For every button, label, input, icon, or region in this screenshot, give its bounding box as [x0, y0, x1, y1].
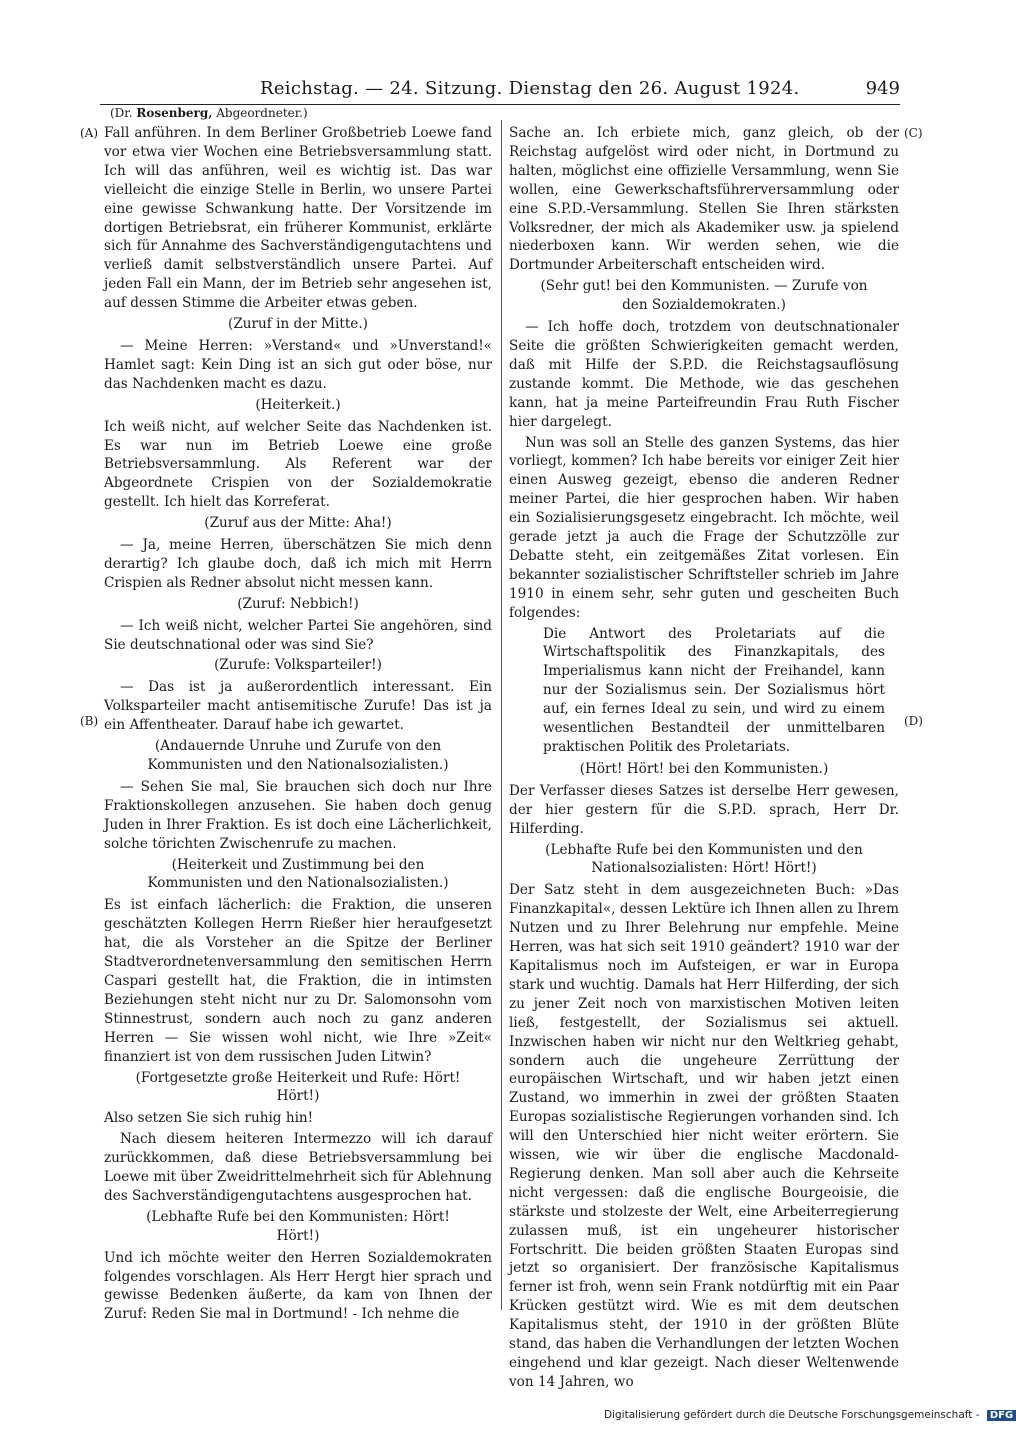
interjection: (Zuruf: Nebbich!) — [237, 595, 359, 612]
paragraph: — Ich weiß nicht, welcher Partei Sie angehören, sind Sie deutschnational oder was sind Sie? — [104, 617, 492, 653]
interjection: (Zurufe: Volksparteiler!) — [214, 657, 382, 674]
interjection: (Andauernde Unruhe und Zurufe von den Kommunisten und den Nationalsozialisten.) — [147, 738, 449, 773]
speaker-role: Abgeordneter.) — [216, 106, 308, 120]
interjection: (Heiterkeit und Zustimmung bei den Kommunisten und den Nationalsozialisten.) — [147, 856, 449, 892]
interjection: (Zuruf in der Mitte.) — [228, 316, 368, 333]
interjection: (Heiterkeit.) — [255, 396, 341, 413]
margin-marker-a: (A) — [80, 126, 99, 140]
paragraph: — Sehen Sie mal, Sie brauchen sich doch nur Ihre Fraktionskollegen anzusehen. Sie haben doch genug Juden in Ihrer Fraktion. Es ist doch eine Lächerlichkeit, solche törichten Zwischenrufe zu machen. — [104, 778, 492, 852]
paragraph: — Ich hoffe doch, trotzdem von deutschnationaler Seite die größten Schwierigkeiten gemacht werden, daß mit Hilfe der S.P.D. die Reichstagsauflösung zustande kommt. Die Methode, wie das geschehen kann, hat ja meine Parteifreundin Frau Ruth Fischer hier dargelegt. — [509, 319, 899, 430]
footer — [604, 1409, 1016, 1421]
speaker-name: Rosenberg, — [136, 106, 213, 120]
speaker-prefix: (Dr. — [110, 106, 133, 120]
paragraph: Sache an. Ich erbiete mich, ganz gleich, ob der Reichstag aufgelöst wird oder nicht, in Dortmund zu halten, möglichst eine offizielle Versammlung, wenn Sie wollen, eine Gewerkschaftsführerversammlung oder eine S.P.D.-Versammlung. Stellen Sie Ihren stärksten Volksredner, der mich als Akademiker usw. ja spielend niederboxen kann. Wir werden sehen, wie die Dortmunder Arbeiterschaft entscheiden wird. — [509, 125, 899, 274]
interjection: (Zuruf aus der Mitte: Aha!) — [204, 515, 392, 532]
interjection: (Sehr gut! bei den Kommunisten. — Zurufe von den Sozialdemokraten.) — [540, 278, 868, 314]
paragraph: Und ich möchte weiter den Herren Sozialdemokraten folgendes vorschlagen. Als Herr Hergt hier sprach und gewisse Bedenken äußerte, da kam von Ihnen der Zuruf: Reden Sie mal in Dortmund! - Ich nehme die — [104, 1249, 492, 1323]
margin-marker-d: (D) — [904, 714, 923, 728]
interjection: (Lebhafte Rufe bei den Kommunisten und den Nationalsozialisten: Hört! Hört!) — [545, 841, 863, 877]
interjection: (Lebhafte Rufe bei den Kommunisten: Hört! Hört!) — [146, 1208, 450, 1244]
interjection: (Hört! Hört! bei den Kommunisten.) — [579, 760, 829, 777]
paragraph: Fall anführen. In dem Berliner Großbetrieb Loewe fand vor etwa vier Wochen eine Betriebsversammlung statt. Ich will das anführen, weil es wichtig ist. Das war vielleicht die einzige Stelle in Berlin, wo unsere Partei eine gewisse Schwankung hatte. Der Vorsitzende im dortigen Betriebsrat, ein früherer Kommunist, erklärte sich für Annahme des Sachverständigengutachtens und verließ damit selbstverständlich unsere Partei. Auf jeden Fall ein Mann, der im Betrieb sehr angesehen ist, auf dessen Stimme die Arbeiter etwas geben. — [104, 125, 492, 312]
block-quote: Die Antwort des Proletariats auf die Wirtschaftspolitik des Finanzkapitals, des Imperialismus kann nicht der Freihandel, kann nur der Sozialismus sein. Der Sozialismus hört auf, ein fernes Ideal zu sein, und wird zu einem wesentlichen Bestandteil der unmittelbaren praktischen Politik des Proletariats. — [543, 625, 885, 755]
interjection: (Fortgesetzte große Heiterkeit und Rufe: Hört! Hört!) — [135, 1069, 461, 1105]
paragraph: Nach diesem heiteren Intermezzo will ich darauf zurückkommen, daß diese Betriebsversammlung bei Loewe mit über Zweidrittelmehrheit sich für Ablehnung des Sachverständigengutachtens ausgesprochen hat. — [104, 1131, 492, 1204]
margin-marker-b: (B) — [80, 714, 99, 728]
column-separator — [501, 120, 502, 1310]
paragraph: — Meine Herren: »Verstand« und »Unverstand!« Hamlet sagt: Kein Ding ist an sich gut oder böse, nur das Nachdenken macht es dazu. — [104, 337, 492, 392]
paragraph: Ich weiß nicht, auf welcher Seite das Nachdenken ist. Es war nun im Betrieb Loewe eine große Betriebsversammlung. Als Referent war der Abgeordnete Crispien von der Sozialdemokratie gestellt. Ich hielt das Korreferat. — [104, 418, 492, 511]
paragraph: — Ja, meine Herren, überschätzen Sie mich denn derartig? Ich glaube doch, daß ich mich mit Herrn Crispien als Redner absolut nicht messen kann. — [104, 537, 492, 591]
header-rule — [100, 104, 900, 105]
running-title: Reichstag. — 24. Sitzung. Dienstag den 26. August 1924. — [260, 78, 800, 99]
paragraph: Also setzen Sie sich ruhig hin! — [104, 1110, 314, 1127]
paragraph: Es ist einfach lächerlich: die Fraktion, die unseren geschätzten Kollegen Herrn Rießer hier heraufgesetzt hat, die als Vorsteher an die Spitze der Berliner Stadtverordnetenversammlung den semitischen Herrn Caspari gestellt hat, die Fraktion, die in intimsten Beziehungen steht nicht nur zu Dr. Salomonsohn vom Stinnestrust, sondern auch noch zu ganz anderen Herren — Sie wissen wohl nicht, wie Ihre »Zeit« finanziert ist von dem russischen Juden Litwin? — [104, 897, 492, 1065]
paragraph: Der Verfasser dieses Satzes ist derselbe Herr gewesen, der hier gestern für die S.P.D. sprach, Herr Dr. Hilferding. — [509, 782, 899, 837]
left-column — [104, 124, 492, 1326]
page-header — [100, 78, 900, 102]
dfg-logo: DFG — [987, 1410, 1016, 1421]
paragraph: — Das ist ja außerordentlich interessant. Ein Volksparteiler macht antisemitische Zurufe! Das ist ja ein Affentheater. Darauf habe ich gewartet. — [104, 679, 492, 734]
paragraph: Nun was soll an Stelle des ganzen Systems, das hier vorliegt, kommen? Ich habe bereits vor einiger Zeit hier einen Ausweg gezeigt, ebenso die anderen Redner meiner Partei, die hier gesprochen haben. Wir haben ein Sozialisierungsgesetz eingebracht. Ich möchte, weil gerade jetzt ja auch die Frage der Schutzzölle zur Debatte steht, ein zeitgemäßes Zitat vorlesen. Ein bekannter sozialistischer Schriftsteller schrieb im Jahre 1910 in einem sehr, sehr guten und gescheiten Buch folgendes: — [509, 434, 899, 621]
speaker-note — [110, 106, 308, 120]
paragraph: Der Satz steht in dem ausgezeichneten Buch: »Das Finanzkapital«, dessen Lektüre ich Ihnen allen zu Ihrem Nutzen und zu Ihrer Belehrung nur empfehle. Meine Herren, was hat sich seit 1910 geändert? 1910 war der Kapitalismus noch im Aufsteigen, er war in Europa stark und wuchtig. Damals hat Herr Hilferding, der sich zu jener Zeit noch von marxistischen Motiven leiten ließ, festgestellt, der Sozialismus sei aktuell. Inzwischen haben wir nicht nur den Weltkrieg gehabt, sondern auch die ungeheure Zerrüttung der europäischen Wirtschaft, und wir haben jetzt einen Zustand, wo immerhin in zwei der größten Staaten Europas sozialistische Regierungen vorhanden sind. Ich will den Unterschied hier nicht weiter erörtern. Sie wissen, wie wir über die englische Macdonald-Regierung denken. Man soll aber auch die Kehrseite nicht vergessen: daß die englische Bourgeoisie, die stärkste und stolzeste der Welt, eine Arbeiterregierung zulassen muß, ist ein ungeheurer historischer Fortschritt. Die beiden größten Staaten Europas sind jetzt so organisiert. Der französische Kapitalismus ferner ist froh, wenn sein Frank notdürftig mit ein Paar Krücken gestützt wird. Wie es mit dem deutschen Kapitalismus steht, der 1910 in der größten Blüte stand, das haben die Verhandlungen der letzten Wochen eingehend und klar gezeigt. Nach dieser Weltenwende von 14 Jahren, wo — [509, 882, 899, 1390]
footer-text: Digitalisierung gefördert durch die Deutsche Forschungsgemeinschaft - — [604, 1409, 980, 1421]
margin-marker-c: (C) — [904, 126, 923, 140]
right-column — [509, 124, 899, 1394]
page-number: 949 — [865, 78, 900, 99]
